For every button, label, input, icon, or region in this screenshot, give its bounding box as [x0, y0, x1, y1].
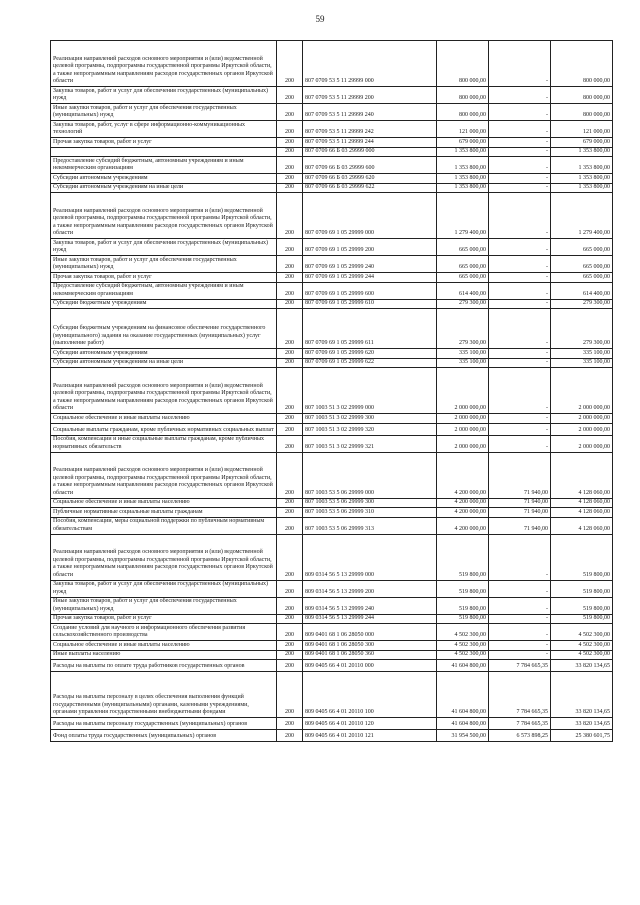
row-kbk: 807 0709 66 Б 03 29999 600 — [303, 157, 437, 174]
table-row — [51, 239, 613, 256]
row-kbk: 809 0405 66 4 01 20110 121 — [303, 730, 437, 742]
row-executed: - — [489, 239, 551, 256]
row-name: Реализация направлений расходов основного мероприятия и (или) ведомственной целевой программы, подпрограммы государственной программы Иркутской области, а также непрограммным направлениям расходов государственных органов Иркутской области — [51, 41, 277, 87]
row-code: 200 — [277, 498, 303, 508]
row-plan: 335 100,00 — [437, 358, 489, 368]
row-plan: 279 300,00 — [437, 309, 489, 349]
row-executed: 71 940,00 — [489, 452, 551, 498]
table-row — [51, 193, 613, 239]
row-name: Расходы на выплаты по оплате труда работников государственных органов — [51, 660, 277, 672]
row-code: 200 — [277, 650, 303, 660]
row-executed: 71 940,00 — [489, 517, 551, 534]
row-plan: 2 000 000,00 — [437, 423, 489, 435]
row-name: Реализация направлений расходов основного мероприятия и (или) ведомственной целевой программы, подпрограммы государственной программы Иркутской области, а также непрограммным направлениям расходов государственных органов Иркутской области — [51, 534, 277, 580]
row-remaining: 519 800,00 — [551, 614, 613, 624]
row-executed: 6 573 898,25 — [489, 730, 551, 742]
row-kbk: 807 0709 66 Б 03 29999 000 — [303, 147, 437, 157]
row-kbk: 809 0401 68 1 06 28050 300 — [303, 641, 437, 651]
row-kbk: 809 0401 68 1 06 28050 000 — [303, 624, 437, 641]
row-executed: 71 940,00 — [489, 498, 551, 508]
row-executed: - — [489, 423, 551, 435]
table-row — [51, 718, 613, 730]
row-executed: - — [489, 614, 551, 624]
row-plan: 4 502 300,00 — [437, 650, 489, 660]
row-plan: 1 279 400,00 — [437, 193, 489, 239]
table-row — [51, 414, 613, 424]
row-remaining: 2 000 000,00 — [551, 414, 613, 424]
table-row — [51, 309, 613, 349]
row-name: Иные закупки товаров, работ и услуг для обеспечения государственных (муниципальных) нужд — [51, 104, 277, 121]
row-name: Предоставление субсидий бюджетным, автономным учреждениям и иным некоммерческим организациям — [51, 282, 277, 299]
row-name: Прочая закупка товаров, работ и услуг — [51, 614, 277, 624]
row-remaining: 4 502 300,00 — [551, 641, 613, 651]
row-name: Фонд оплаты труда государственных (муниципальных) органов — [51, 730, 277, 742]
row-plan: 800 000,00 — [437, 41, 489, 87]
row-executed: - — [489, 273, 551, 283]
row-remaining: 4 128 060,00 — [551, 452, 613, 498]
row-executed: 71 940,00 — [489, 508, 551, 518]
row-code: 200 — [277, 87, 303, 104]
row-code: 200 — [277, 147, 303, 157]
row-plan: 519 800,00 — [437, 534, 489, 580]
row-kbk: 807 0709 69 1 05 29999 000 — [303, 193, 437, 239]
row-kbk: 807 0709 69 1 05 29999 610 — [303, 299, 437, 309]
row-code: 200 — [277, 193, 303, 239]
row-kbk: 807 1003 53 5 06 29999 310 — [303, 508, 437, 518]
row-code: 200 — [277, 672, 303, 718]
row-remaining: 2 000 000,00 — [551, 423, 613, 435]
row-kbk: 807 0709 69 1 05 29999 600 — [303, 282, 437, 299]
table-row — [51, 423, 613, 435]
row-kbk: 807 0709 53 5 11 29999 000 — [303, 41, 437, 87]
table-row — [51, 174, 613, 184]
row-plan: 665 000,00 — [437, 239, 489, 256]
row-kbk: 807 1003 53 5 06 29999 313 — [303, 517, 437, 534]
row-name: Реализация направлений расходов основного мероприятия и (или) ведомственной целевой программы, подпрограммы государственной программы Иркутской области, а также непрограммным направлениям расходов государственных органов Иркутской области — [51, 193, 277, 239]
row-executed: - — [489, 597, 551, 614]
row-executed: 7 784 665,35 — [489, 672, 551, 718]
row-name: Публичные нормативные социальные выплаты гражданам — [51, 508, 277, 518]
row-code: 200 — [277, 597, 303, 614]
table-row — [51, 597, 613, 614]
row-executed: - — [489, 87, 551, 104]
row-remaining: 665 000,00 — [551, 273, 613, 283]
row-code: 200 — [277, 730, 303, 742]
row-remaining: 519 800,00 — [551, 534, 613, 580]
row-plan: 1 353 800,00 — [437, 147, 489, 157]
row-executed: - — [489, 138, 551, 148]
table-row — [51, 435, 613, 452]
row-plan: 2 000 000,00 — [437, 414, 489, 424]
row-executed: - — [489, 104, 551, 121]
row-remaining: 4 502 300,00 — [551, 650, 613, 660]
budget-execution-table — [50, 40, 613, 742]
row-name: Социальное обеспечение и иные выплаты населению — [51, 414, 277, 424]
row-kbk: 807 0709 69 1 05 29999 240 — [303, 256, 437, 273]
table-row — [51, 368, 613, 414]
row-executed: - — [489, 282, 551, 299]
row-code: 200 — [277, 641, 303, 651]
table-row — [51, 650, 613, 660]
row-code: 200 — [277, 138, 303, 148]
row-executed: - — [489, 349, 551, 359]
row-code: 200 — [277, 349, 303, 359]
row-code: 200 — [277, 414, 303, 424]
row-kbk: 809 0314 56 5 13 29999 244 — [303, 614, 437, 624]
row-name: Субсидии бюджетным учреждениям — [51, 299, 277, 309]
table-row — [51, 157, 613, 174]
table-row — [51, 624, 613, 641]
row-remaining: 1 353 800,00 — [551, 157, 613, 174]
row-kbk: 807 0709 53 5 11 29999 200 — [303, 87, 437, 104]
row-plan: 519 800,00 — [437, 580, 489, 597]
row-name: Реализация направлений расходов основного мероприятия и (или) ведомственной целевой программы, подпрограммы государственной программы Иркутской области, а также непрограммным направлениям расходов государственных органов Иркутской области — [51, 368, 277, 414]
row-kbk: 809 0405 66 4 01 20110 120 — [303, 718, 437, 730]
row-executed: - — [489, 174, 551, 184]
row-code: 200 — [277, 368, 303, 414]
table-row — [51, 41, 613, 87]
row-remaining: 679 000,00 — [551, 138, 613, 148]
row-kbk: 807 0709 66 Б 03 29999 620 — [303, 174, 437, 184]
table-row — [51, 508, 613, 518]
row-kbk: 807 0709 69 1 05 29999 622 — [303, 358, 437, 368]
row-executed: - — [489, 183, 551, 193]
row-kbk: 807 0709 69 1 05 29999 244 — [303, 273, 437, 283]
row-plan: 279 300,00 — [437, 299, 489, 309]
row-executed: - — [489, 624, 551, 641]
row-code: 200 — [277, 282, 303, 299]
table-row — [51, 87, 613, 104]
row-name: Расходы на выплаты персоналу в целях обеспечения выполнения функций государственными (муниципальными) органами, казенными учреждениями, органами управления государственными внебюджетными фондами — [51, 672, 277, 718]
row-remaining: 519 800,00 — [551, 597, 613, 614]
table-row — [51, 534, 613, 580]
row-name: Реализация направлений расходов основного мероприятия и (или) ведомственной целевой программы, подпрограммы государственной программы Иркутской области, а также непрограммным направлениям расходов государственных органов Иркутской области — [51, 452, 277, 498]
row-code: 200 — [277, 183, 303, 193]
row-executed: - — [489, 580, 551, 597]
row-plan: 1 353 800,00 — [437, 157, 489, 174]
row-kbk: 807 1003 53 5 06 29999 300 — [303, 498, 437, 508]
row-name: Субсидии автономным учреждениям — [51, 349, 277, 359]
row-remaining: 4 502 300,00 — [551, 624, 613, 641]
row-code: 200 — [277, 157, 303, 174]
row-executed: - — [489, 358, 551, 368]
row-kbk: 807 0709 53 5 11 29999 240 — [303, 104, 437, 121]
row-code: 200 — [277, 174, 303, 184]
row-plan: 800 000,00 — [437, 104, 489, 121]
row-code: 200 — [277, 508, 303, 518]
row-executed: - — [489, 309, 551, 349]
row-kbk: 807 0709 53 5 11 29999 244 — [303, 138, 437, 148]
row-plan: 4 200 000,00 — [437, 517, 489, 534]
row-code: 200 — [277, 41, 303, 87]
row-kbk: 807 1003 51 3 02 29999 000 — [303, 368, 437, 414]
row-name: Иные закупки товаров, работ и услуг для обеспечения государственных (муниципальных) нужд — [51, 256, 277, 273]
row-name: Создание условий для научного и информационного обеспечения развития сельскохозяйственного производства — [51, 624, 277, 641]
row-name: Социальное обеспечение и иные выплаты населению — [51, 498, 277, 508]
row-plan: 519 800,00 — [437, 614, 489, 624]
table-row — [51, 349, 613, 359]
row-remaining: 800 000,00 — [551, 104, 613, 121]
row-kbk: 807 1003 51 3 02 29999 300 — [303, 414, 437, 424]
row-executed: - — [489, 256, 551, 273]
row-name: Закупка товаров, работ и услуг для обеспечения государственных (муниципальных) нужд — [51, 87, 277, 104]
row-remaining: 335 100,00 — [551, 349, 613, 359]
row-executed: 7 784 665,35 — [489, 718, 551, 730]
row-name: Субсидии автономным учреждениям на иные цели — [51, 358, 277, 368]
row-remaining: 2 000 000,00 — [551, 368, 613, 414]
row-code: 200 — [277, 624, 303, 641]
row-executed: - — [489, 193, 551, 239]
row-remaining: 519 800,00 — [551, 580, 613, 597]
row-plan: 4 502 300,00 — [437, 641, 489, 651]
row-name: Субсидии автономным учреждениям — [51, 174, 277, 184]
row-code: 200 — [277, 452, 303, 498]
table-row — [51, 299, 613, 309]
page-number: 59 — [315, 14, 325, 24]
row-kbk: 809 0314 56 5 13 29999 240 — [303, 597, 437, 614]
row-kbk: 809 0401 68 1 06 28050 360 — [303, 650, 437, 660]
row-name: Прочая закупка товаров, работ и услуг — [51, 138, 277, 148]
row-executed: - — [489, 41, 551, 87]
row-remaining: 800 000,00 — [551, 87, 613, 104]
row-remaining: 25 380 601,75 — [551, 730, 613, 742]
row-plan: 4 200 000,00 — [437, 498, 489, 508]
row-remaining: 335 100,00 — [551, 358, 613, 368]
row-remaining: 279 300,00 — [551, 309, 613, 349]
row-code: 200 — [277, 423, 303, 435]
row-code: 200 — [277, 121, 303, 138]
row-kbk: 807 1003 51 3 02 29999 321 — [303, 435, 437, 452]
table-row — [51, 498, 613, 508]
row-name: Социальные выплаты гражданам, кроме публичных нормативных социальных выплат — [51, 423, 277, 435]
row-executed: - — [489, 299, 551, 309]
row-code: 200 — [277, 104, 303, 121]
row-name: Социальное обеспечение и иные выплаты населению — [51, 641, 277, 651]
row-plan: 4 502 300,00 — [437, 624, 489, 641]
row-remaining: 614 400,00 — [551, 282, 613, 299]
table-row — [51, 580, 613, 597]
row-remaining: 665 000,00 — [551, 239, 613, 256]
row-remaining: 1 353 800,00 — [551, 174, 613, 184]
table-row — [51, 517, 613, 534]
row-kbk: 809 0314 56 5 13 29999 000 — [303, 534, 437, 580]
row-plan: 41 604 800,00 — [437, 660, 489, 672]
row-plan: 31 954 500,00 — [437, 730, 489, 742]
row-code: 200 — [277, 239, 303, 256]
row-kbk: 807 0709 53 5 11 29999 242 — [303, 121, 437, 138]
row-executed: - — [489, 368, 551, 414]
row-remaining: 2 000 000,00 — [551, 435, 613, 452]
table-row — [51, 256, 613, 273]
row-kbk: 807 0709 66 Б 03 29999 622 — [303, 183, 437, 193]
row-executed: - — [489, 435, 551, 452]
row-remaining: 4 128 060,00 — [551, 517, 613, 534]
table-row — [51, 147, 613, 157]
row-plan: 2 000 000,00 — [437, 368, 489, 414]
row-remaining: 33 820 134,65 — [551, 672, 613, 718]
table-row — [51, 452, 613, 498]
row-plan: 41 604 800,00 — [437, 718, 489, 730]
row-code: 200 — [277, 580, 303, 597]
row-name: Пособия, компенсации и иные социальные выплаты гражданам, кроме публичных нормативных обязательств — [51, 435, 277, 452]
row-remaining: 33 820 134,65 — [551, 718, 613, 730]
row-name: Расходы на выплаты персоналу государственных (муниципальных) органов — [51, 718, 277, 730]
row-remaining: 4 128 060,00 — [551, 508, 613, 518]
row-name: Предоставление субсидий бюджетным, автономным учреждениям и иным некоммерческим организациям — [51, 157, 277, 174]
row-executed: - — [489, 414, 551, 424]
row-name: Иные выплаты населению — [51, 650, 277, 660]
row-plan: 519 800,00 — [437, 597, 489, 614]
row-remaining: 800 000,00 — [551, 41, 613, 87]
row-plan: 2 000 000,00 — [437, 435, 489, 452]
row-plan: 679 000,00 — [437, 138, 489, 148]
row-plan: 614 400,00 — [437, 282, 489, 299]
table-row — [51, 660, 613, 672]
row-code: 200 — [277, 718, 303, 730]
row-plan: 4 200 000,00 — [437, 452, 489, 498]
row-name: Закупка товаров, работ, услуг в сфере информационно-коммуникационных технологий — [51, 121, 277, 138]
table-row — [51, 730, 613, 742]
table-row — [51, 273, 613, 283]
table-row — [51, 121, 613, 138]
row-code: 200 — [277, 299, 303, 309]
row-code: 200 — [277, 358, 303, 368]
row-executed: 7 784 665,35 — [489, 660, 551, 672]
row-name: Иные закупки товаров, работ и услуг для обеспечения государственных (муниципальных) нужд — [51, 597, 277, 614]
row-remaining: 279 300,00 — [551, 299, 613, 309]
row-remaining: 4 128 060,00 — [551, 498, 613, 508]
row-name: Субсидии бюджетным учреждениям на финансовое обеспечение государственного (муниципального) задания на оказание государственных (муниципальных) услуг (выполнение работ) — [51, 309, 277, 349]
row-kbk: 807 1003 51 3 02 29999 320 — [303, 423, 437, 435]
table-row — [51, 614, 613, 624]
row-plan: 1 353 800,00 — [437, 183, 489, 193]
row-remaining: 121 000,00 — [551, 121, 613, 138]
row-executed: - — [489, 147, 551, 157]
row-remaining: 665 000,00 — [551, 256, 613, 273]
row-code: 200 — [277, 309, 303, 349]
row-kbk: 807 0709 69 1 05 29999 620 — [303, 349, 437, 359]
row-kbk: 807 1003 53 5 06 29999 000 — [303, 452, 437, 498]
row-executed: - — [489, 157, 551, 174]
row-kbk: 809 0314 56 5 13 29999 200 — [303, 580, 437, 597]
row-name: Пособия, компенсации, меры социальной поддержки по публичным нормативным обязательствам — [51, 517, 277, 534]
row-kbk: 807 0709 69 1 05 29999 200 — [303, 239, 437, 256]
row-code: 200 — [277, 534, 303, 580]
row-name: Закупка товаров, работ и услуг для обеспечения государственных (муниципальных) нужд — [51, 239, 277, 256]
row-plan: 335 100,00 — [437, 349, 489, 359]
row-code: 200 — [277, 256, 303, 273]
row-name: Закупка товаров, работ и услуг для обеспечения государственных (муниципальных) нужд — [51, 580, 277, 597]
table-row — [51, 672, 613, 718]
row-code: 200 — [277, 435, 303, 452]
table-row — [51, 641, 613, 651]
row-kbk: 809 0405 66 4 01 20110 100 — [303, 672, 437, 718]
row-plan: 121 000,00 — [437, 121, 489, 138]
row-executed: - — [489, 641, 551, 651]
row-plan: 800 000,00 — [437, 87, 489, 104]
row-name: Прочая закупка товаров, работ и услуг — [51, 273, 277, 283]
row-kbk: 809 0405 66 4 01 20110 000 — [303, 660, 437, 672]
table-row — [51, 104, 613, 121]
row-code: 200 — [277, 660, 303, 672]
row-remaining: 33 820 134,65 — [551, 660, 613, 672]
row-remaining: 1 353 800,00 — [551, 183, 613, 193]
table-row — [51, 138, 613, 148]
row-plan: 4 200 000,00 — [437, 508, 489, 518]
row-name — [51, 147, 277, 157]
row-plan: 665 000,00 — [437, 273, 489, 283]
row-plan: 41 604 800,00 — [437, 672, 489, 718]
table-row — [51, 183, 613, 193]
row-remaining: 1 279 400,00 — [551, 193, 613, 239]
row-remaining: 1 353 800,00 — [551, 147, 613, 157]
row-plan: 665 000,00 — [437, 256, 489, 273]
row-executed: - — [489, 534, 551, 580]
row-executed: - — [489, 650, 551, 660]
table-row — [51, 282, 613, 299]
table-row — [51, 358, 613, 368]
row-plan: 1 353 800,00 — [437, 174, 489, 184]
row-name: Субсидии автономным учреждениям на иные цели — [51, 183, 277, 193]
row-code: 200 — [277, 614, 303, 624]
row-code: 200 — [277, 517, 303, 534]
row-kbk: 807 0709 69 1 05 29999 611 — [303, 309, 437, 349]
row-code: 200 — [277, 273, 303, 283]
row-executed: - — [489, 121, 551, 138]
